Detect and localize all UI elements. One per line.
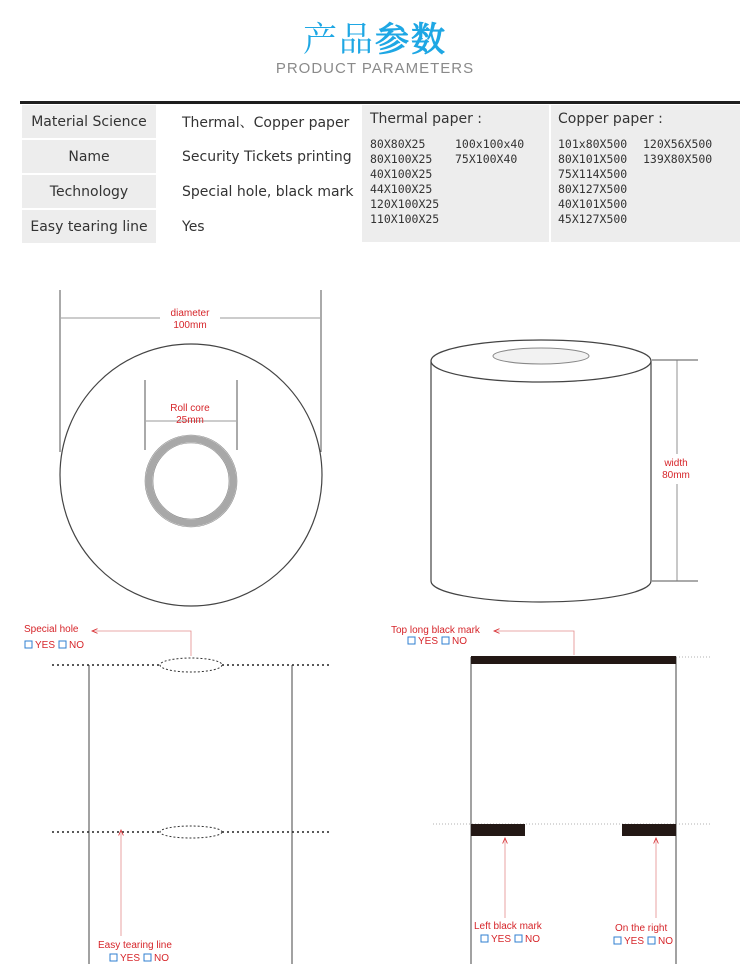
top-mark-label: Top long black mark: [391, 625, 480, 636]
size-item: 100x100x40: [455, 137, 525, 151]
size-item: 45X127X500: [558, 212, 628, 226]
spec-value-name: Security Tickets printing: [158, 140, 360, 173]
spec-label-name: Name: [22, 140, 156, 173]
right-black-mark: [622, 824, 676, 836]
core-value: 25mm: [176, 415, 204, 426]
roll-front-view: [60, 290, 322, 606]
diameter-value: 100mm: [173, 320, 207, 331]
size-item: 120X100X25: [370, 197, 440, 211]
size-item: 80X100X25: [370, 152, 433, 166]
spec-value-tearing: Yes: [158, 210, 360, 243]
checkbox-icon: [515, 935, 522, 942]
spec-label-technology: Technology: [22, 175, 156, 208]
size-item: 80X101X500: [558, 152, 628, 166]
size-item: 120X56X500: [643, 137, 713, 151]
size-item: 75X114X500: [558, 167, 628, 181]
yes-label: YES: [624, 936, 645, 947]
left-mark-label: Left black mark: [474, 921, 542, 932]
checkbox-icon: [59, 641, 66, 648]
checkbox-icon: [648, 937, 655, 944]
no-label: NO: [525, 934, 540, 945]
checkbox-icon: [110, 954, 117, 961]
spec-value-technology: Special hole, black mark: [158, 175, 360, 208]
spec-label-tearing: Easy tearing line: [22, 210, 156, 243]
yes-label: YES: [418, 636, 439, 647]
size-item: 101x80X500: [558, 137, 628, 151]
copper-paper-title: Copper paper :: [558, 111, 663, 127]
yes-label: YES: [35, 640, 56, 651]
right-mark-label: On the right: [615, 923, 668, 934]
checkbox-icon: [408, 637, 415, 644]
size-item: 40X100X25: [370, 167, 433, 181]
no-label: NO: [154, 953, 169, 964]
page-title-en: PRODUCT PARAMETERS: [275, 60, 475, 77]
checkbox-icon: [481, 935, 488, 942]
thermal-paper-title: Thermal paper :: [370, 111, 482, 127]
size-item: 75X100X40: [455, 152, 518, 166]
special-hole-label: Special hole: [24, 624, 79, 635]
size-item: 139X80X500: [643, 152, 713, 166]
size-item: 40X101X500: [558, 197, 628, 211]
special-hole-ellipse: [160, 658, 222, 672]
roll-outer-circle: [60, 344, 322, 606]
yes-label: YES: [491, 934, 512, 945]
tearing-hole-ellipse: [160, 826, 222, 838]
checkbox-icon: [442, 637, 449, 644]
top-long-black-mark: [471, 656, 676, 664]
left-black-mark: [471, 824, 525, 836]
black-mark-diagram: [391, 625, 712, 964]
roll-side-view: [431, 340, 698, 602]
spec-value-material: Thermal、Copper paper: [158, 105, 360, 138]
width-value: 80mm: [662, 470, 690, 481]
size-item: 80X80X25: [370, 137, 426, 151]
core-label: Roll core: [170, 403, 210, 414]
title-cn-part1: 产品: [303, 20, 375, 60]
special-hole-diagram: [24, 624, 330, 964]
checkbox-icon: [25, 641, 32, 648]
easy-tearing-label: Easy tearing line: [98, 940, 172, 951]
no-label: NO: [658, 936, 673, 947]
diameter-label: diameter: [170, 308, 210, 319]
size-item: 80X127X500: [558, 182, 628, 196]
yes-label: YES: [120, 953, 141, 964]
width-label: width: [664, 458, 688, 469]
checkbox-icon: [144, 954, 151, 961]
spec-label-material: Material Science: [22, 105, 156, 138]
checkbox-icon: [614, 937, 621, 944]
no-label: NO: [69, 640, 84, 651]
no-label: NO: [452, 636, 467, 647]
title-cn-part2: 参数: [375, 20, 447, 60]
size-item: 110X100X25: [370, 212, 440, 226]
size-item: 44X100X25: [370, 182, 433, 196]
